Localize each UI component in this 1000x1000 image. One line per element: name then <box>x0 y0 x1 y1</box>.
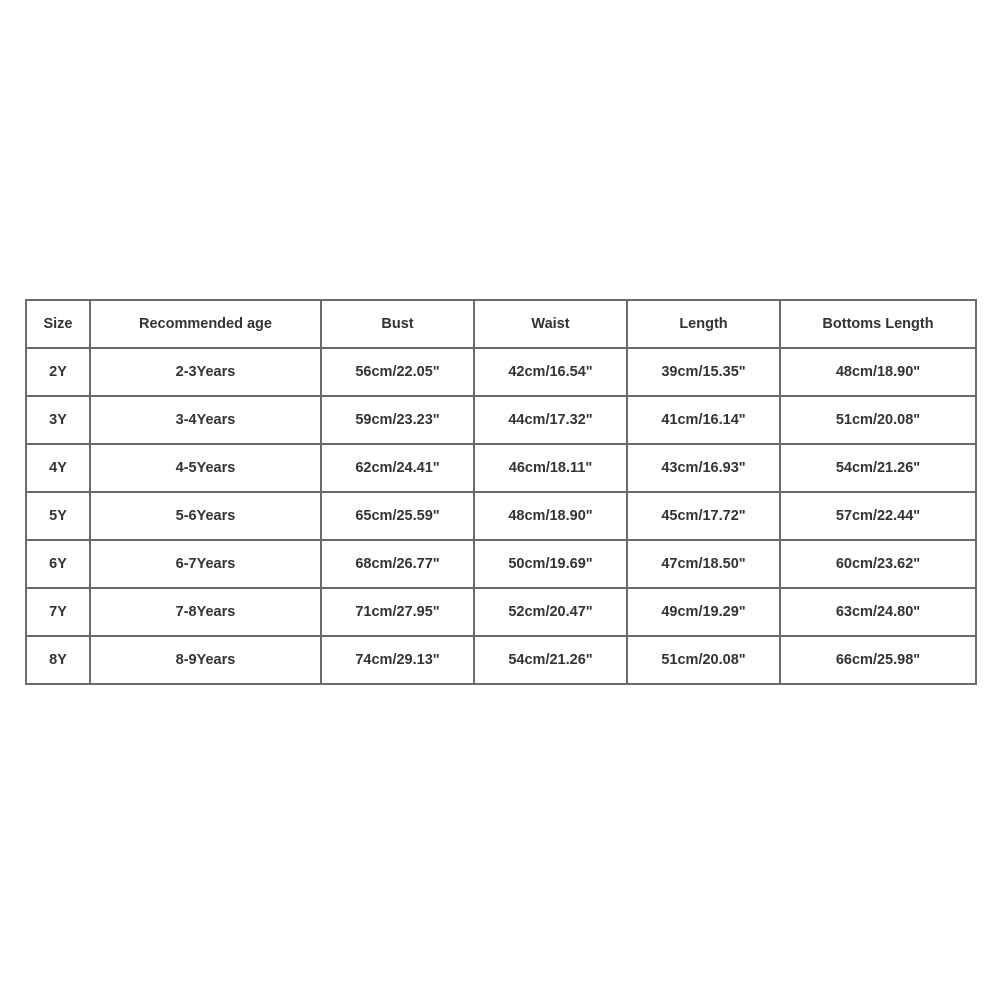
cell-bust: 65cm/25.59" <box>321 492 474 540</box>
cell-waist: 44cm/17.32" <box>474 396 627 444</box>
cell-recommended-age: 6-7Years <box>90 540 321 588</box>
cell-bottoms-length: 57cm/22.44" <box>780 492 976 540</box>
cell-recommended-age: 4-5Years <box>90 444 321 492</box>
cell-bottoms-length: 63cm/24.80" <box>780 588 976 636</box>
cell-bust: 62cm/24.41" <box>321 444 474 492</box>
table-row <box>26 444 976 492</box>
header-recommended-age: Recommended age <box>90 300 321 348</box>
header-length: Length <box>627 300 780 348</box>
table-row <box>26 396 976 444</box>
cell-bust: 74cm/29.13" <box>321 636 474 684</box>
cell-recommended-age: 5-6Years <box>90 492 321 540</box>
cell-length: 43cm/16.93" <box>627 444 780 492</box>
header-size: Size <box>26 300 90 348</box>
cell-waist: 52cm/20.47" <box>474 588 627 636</box>
size-chart-table <box>25 299 977 685</box>
cell-bottoms-length: 66cm/25.98" <box>780 636 976 684</box>
cell-bust: 59cm/23.23" <box>321 396 474 444</box>
cell-recommended-age: 2-3Years <box>90 348 321 396</box>
cell-bust: 56cm/22.05" <box>321 348 474 396</box>
cell-waist: 54cm/21.26" <box>474 636 627 684</box>
cell-size: 8Y <box>26 636 90 684</box>
table-row <box>26 588 976 636</box>
cell-bottoms-length: 60cm/23.62" <box>780 540 976 588</box>
cell-bottoms-length: 48cm/18.90" <box>780 348 976 396</box>
cell-size: 2Y <box>26 348 90 396</box>
header-row <box>26 300 976 348</box>
cell-waist: 46cm/18.11" <box>474 444 627 492</box>
cell-size: 4Y <box>26 444 90 492</box>
table-row <box>26 348 976 396</box>
cell-bust: 71cm/27.95" <box>321 588 474 636</box>
header-bottoms-length: Bottoms Length <box>780 300 976 348</box>
cell-size: 3Y <box>26 396 90 444</box>
cell-waist: 42cm/16.54" <box>474 348 627 396</box>
cell-length: 39cm/15.35" <box>627 348 780 396</box>
cell-recommended-age: 7-8Years <box>90 588 321 636</box>
cell-length: 49cm/19.29" <box>627 588 780 636</box>
cell-size: 7Y <box>26 588 90 636</box>
header-bust: Bust <box>321 300 474 348</box>
table-row <box>26 492 976 540</box>
cell-bottoms-length: 51cm/20.08" <box>780 396 976 444</box>
cell-size: 5Y <box>26 492 90 540</box>
cell-bust: 68cm/26.77" <box>321 540 474 588</box>
cell-length: 41cm/16.14" <box>627 396 780 444</box>
cell-size: 6Y <box>26 540 90 588</box>
header-waist: Waist <box>474 300 627 348</box>
cell-bottoms-length: 54cm/21.26" <box>780 444 976 492</box>
cell-length: 47cm/18.50" <box>627 540 780 588</box>
cell-length: 51cm/20.08" <box>627 636 780 684</box>
cell-waist: 50cm/19.69" <box>474 540 627 588</box>
cell-recommended-age: 8-9Years <box>90 636 321 684</box>
cell-length: 45cm/17.72" <box>627 492 780 540</box>
table-row <box>26 540 976 588</box>
table-row <box>26 636 976 684</box>
cell-waist: 48cm/18.90" <box>474 492 627 540</box>
cell-recommended-age: 3-4Years <box>90 396 321 444</box>
